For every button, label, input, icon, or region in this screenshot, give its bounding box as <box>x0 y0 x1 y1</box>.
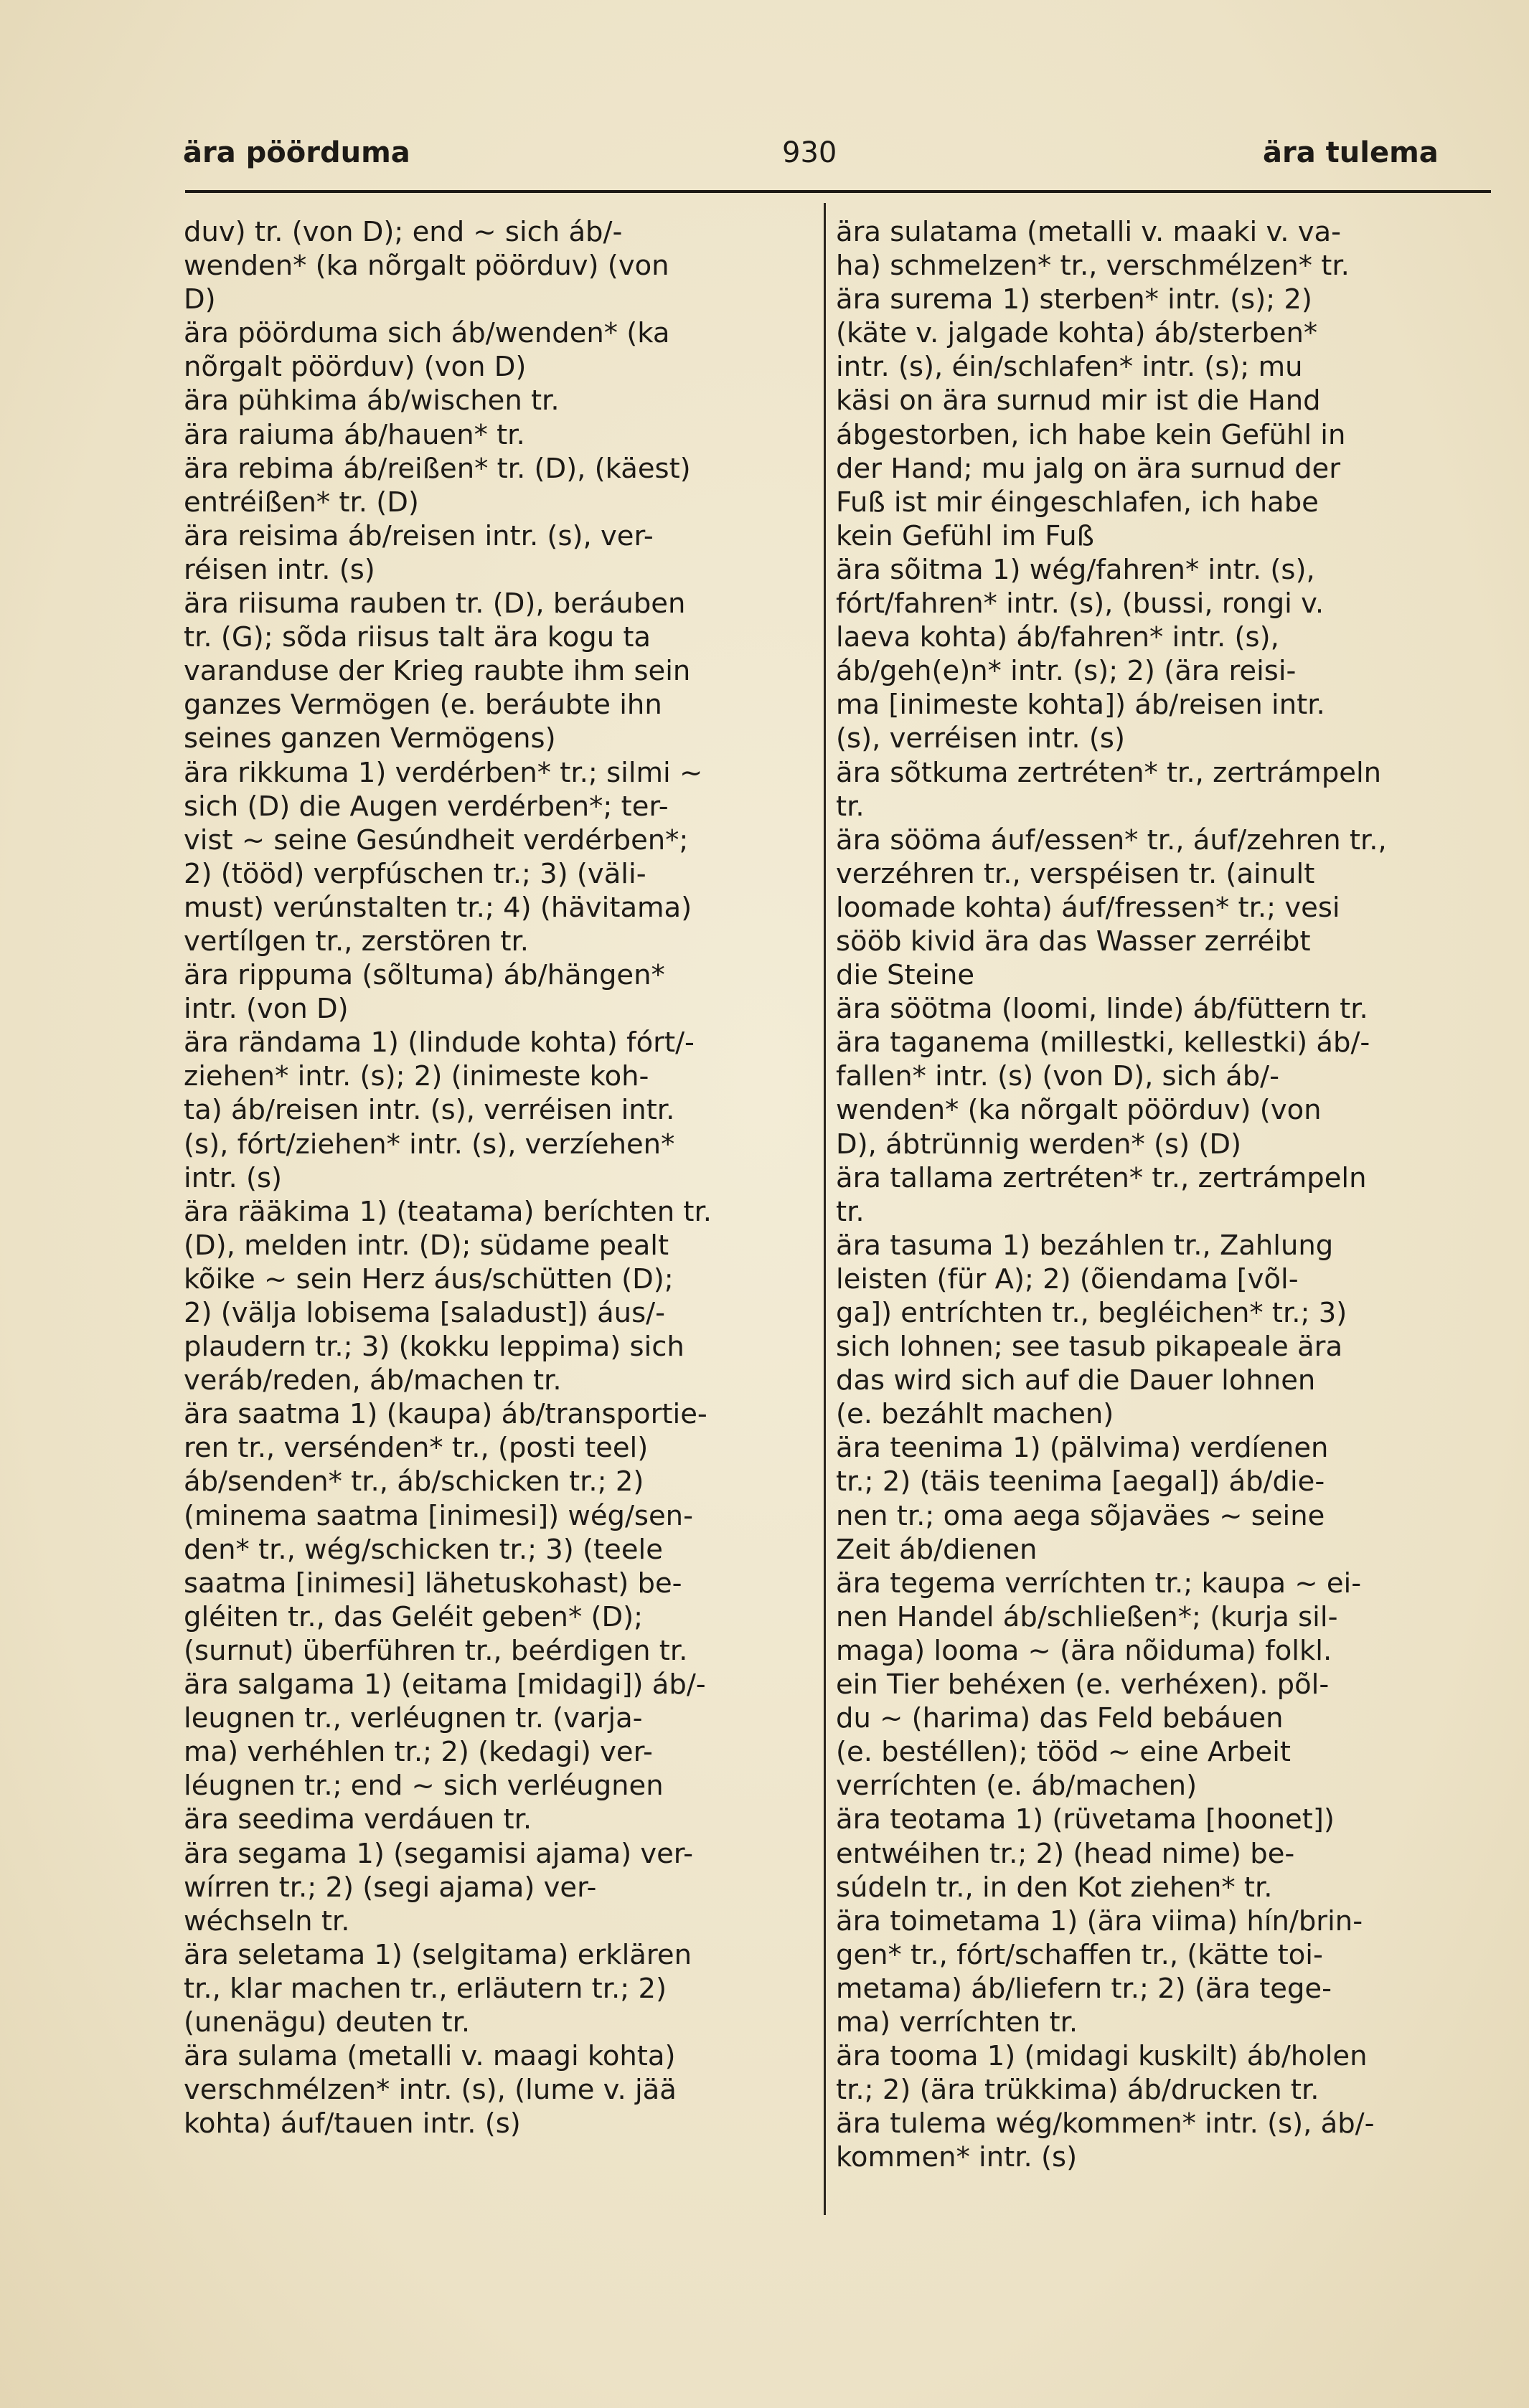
dictionary-line: ära surema 1) sterben* intr. (s); 2) <box>836 283 1312 316</box>
dictionary-line: súdeln tr., in den Kot ziehen* tr. <box>836 1871 1273 1904</box>
dictionary-line: ära pühkima áb/wischen tr. <box>184 384 560 417</box>
dictionary-line: ära taganema (millestki, kellestki) áb/- <box>836 1026 1370 1059</box>
dictionary-line: gen* tr., fórt/schaffen tr., (kätte toi- <box>836 1938 1323 1971</box>
dictionary-line: kohta) áuf/tauen intr. (s) <box>184 2107 521 2140</box>
dictionary-line: ganzes Vermögen (e. beráubte ihn <box>184 689 662 722</box>
dictionary-line: (s), fórt/ziehen* intr. (s), verzíehen* <box>184 1128 675 1161</box>
dictionary-line: kommen* intr. (s) <box>836 2141 1078 2174</box>
dictionary-line: veráb/reden, áb/machen tr. <box>184 1364 562 1397</box>
dictionary-line: réisen intr. (s) <box>184 553 375 586</box>
dictionary-line: seines ganzen Vermögens) <box>184 722 556 755</box>
dictionary-line: verzéhren tr., verspéisen tr. (ainult <box>836 857 1315 890</box>
dictionary-line: wéchseln tr. <box>184 1904 350 1937</box>
dictionary-line: tr. <box>836 1195 865 1228</box>
dictionary-line: D) <box>184 283 216 316</box>
dictionary-line: (unenägu) deuten tr. <box>184 2006 471 2039</box>
dictionary-line: vertílgen tr., zerstören tr. <box>184 925 530 958</box>
dictionary-line: die Steine <box>836 959 975 992</box>
dictionary-line: ära toimetama 1) (ära viima) hín/brin- <box>836 1904 1363 1937</box>
dictionary-line: ma) verhéhlen tr.; 2) (kedagi) ver- <box>184 1736 653 1769</box>
dictionary-line: plaudern tr.; 3) (kokku leppima) sich <box>184 1331 684 1364</box>
dictionary-line: leugnen tr., verléugnen tr. (varja- <box>184 1702 643 1735</box>
dictionary-line: ära sõtkuma zertréten* tr., zertrámpeln <box>836 756 1382 789</box>
dictionary-line: ära sõitma 1) wég/fahren* intr. (s), <box>836 553 1315 586</box>
dictionary-line: den* tr., wég/schicken tr.; 3) (teele <box>184 1533 663 1566</box>
dictionary-line: ära sööma áuf/essen* tr., áuf/zehren tr., <box>836 823 1387 856</box>
dictionary-line: áb/geh(e)n* intr. (s); 2) (ära reisi- <box>836 655 1297 688</box>
dictionary-line: ha) schmelzen* tr., verschmélzen* tr. <box>836 250 1350 283</box>
header-rule <box>185 190 1491 193</box>
dictionary-line: ära rääkima 1) (teatama) beríchten tr. <box>184 1195 712 1228</box>
dictionary-line: käsi on ära surnud mir ist die Hand <box>836 384 1321 417</box>
left-column <box>184 215 801 2140</box>
dictionary-line: áb/senden* tr., áb/schicken tr.; 2) <box>184 1465 644 1498</box>
dictionary-line: ren tr., versénden* tr., (posti teel) <box>184 1432 649 1465</box>
guide-word-left: ära pöörduma <box>183 136 410 169</box>
column-divider <box>824 203 826 2215</box>
dictionary-line: Fuß ist mir éingeschlafen, ich habe <box>836 486 1319 519</box>
dictionary-line: ein Tier behéxen (e. verhéxen). põl- <box>836 1668 1330 1701</box>
dictionary-line: wírren tr.; 2) (segi ajama) ver- <box>184 1871 597 1904</box>
dictionary-line: ära sulatama (metalli v. maaki v. va- <box>836 216 1341 248</box>
dictionary-line: entréißen* tr. (D) <box>184 486 419 519</box>
dictionary-line: ära raiuma áb/hauen* tr. <box>184 418 525 451</box>
dictionary-line: kein Gefühl im Fuß <box>836 519 1094 552</box>
dictionary-line: ära tooma 1) (midagi kuskilt) áb/holen <box>836 2040 1368 2073</box>
dictionary-line: nen tr.; oma aega sõjaväes ~ seine <box>836 1499 1325 1532</box>
dictionary-line: vist ~ seine Gesúndheit verdérben*; <box>184 823 689 856</box>
dictionary-line: (käte v. jalgade kohta) áb/sterben* <box>836 317 1318 350</box>
dictionary-line: ära rebima áb/reißen* tr. (D), (käest) <box>184 452 691 485</box>
dictionary-line: sich lohnen; see tasub pikapeale ära <box>836 1331 1343 1364</box>
dictionary-line: ära tasuma 1) bezáhlen tr., Zahlung <box>836 1229 1334 1262</box>
dictionary-line: ära rippuma (sõltuma) áb/hängen* <box>184 959 665 992</box>
dictionary-line: tr., klar machen tr., erläutern tr.; 2) <box>184 1972 667 2005</box>
dictionary-line: ta) áb/reisen intr. (s), verréisen intr. <box>184 1094 675 1127</box>
dictionary-line: ära rikkuma 1) verdérben* tr.; silmi ~ <box>184 756 703 789</box>
dictionary-line: ära tallama zertréten* tr., zertrámpeln <box>836 1161 1367 1194</box>
dictionary-line: 2) (tööd) verpfúschen tr.; 3) (väli- <box>184 857 646 890</box>
dictionary-line: ga]) entríchten tr., begléichen* tr.; 3) <box>836 1297 1347 1329</box>
dictionary-line: intr. (s), éin/schlafen* intr. (s); mu <box>836 351 1303 384</box>
dictionary-line: (s), verréisen intr. (s) <box>836 722 1126 755</box>
dictionary-line: metama) áb/liefern tr.; 2) (ära tege- <box>836 1972 1332 2005</box>
dictionary-line: intr. (von D) <box>184 993 349 1026</box>
dictionary-line: duv) tr. (von D); end ~ sich áb/- <box>184 216 623 248</box>
dictionary-line: ära pöörduma sich áb/wenden* (ka <box>184 317 670 350</box>
dictionary-line: sich (D) die Augen verdérben*; ter- <box>184 790 669 823</box>
dictionary-line: tr.; 2) (täis teenima [aegal]) áb/die- <box>836 1465 1325 1498</box>
dictionary-line: tr.; 2) (ära trükkima) áb/drucken tr. <box>836 2074 1319 2107</box>
dictionary-line: ära seletama 1) (selgitama) erklären <box>184 1938 692 1971</box>
dictionary-line: ma [inimeste kohta]) áb/reisen intr. <box>836 689 1325 722</box>
dictionary-line: maga) looma ~ (ära nõiduma) folkl. <box>836 1634 1332 1667</box>
dictionary-line: varanduse der Krieg raubte ihm sein <box>184 655 691 688</box>
dictionary-line: nen Handel áb/schließen*; (kurja sil- <box>836 1600 1338 1633</box>
right-column <box>836 215 1489 2174</box>
dictionary-line: fallen* intr. (s) (von D), sich áb/- <box>836 1060 1280 1093</box>
dictionary-line: 2) (välja lobisema [saladust]) áus/- <box>184 1297 665 1329</box>
dictionary-line: (D), melden intr. (D); südame pealt <box>184 1229 669 1262</box>
dictionary-line: laeva kohta) áb/fahren* intr. (s), <box>836 621 1279 654</box>
dictionary-line: du ~ (harima) das Feld bebáuen <box>836 1702 1284 1735</box>
dictionary-line: der Hand; mu jalg on ära surnud der <box>836 452 1341 485</box>
dictionary-line: ziehen* intr. (s); 2) (inimeste koh- <box>184 1060 649 1093</box>
dictionary-line: ära reisima áb/reisen intr. (s), ver- <box>184 519 654 552</box>
dictionary-line: ära riisuma rauben tr. (D), beráuben <box>184 587 686 620</box>
dictionary-line: léugnen tr.; end ~ sich verléugnen <box>184 1770 664 1803</box>
dictionary-line: saatma [inimesi] lähetuskohast) be- <box>184 1567 682 1600</box>
dictionary-line: verríchten (e. áb/machen) <box>836 1770 1198 1803</box>
dictionary-line: tr. (G); sõda riisus talt ära kogu ta <box>184 621 651 654</box>
dictionary-line: tr. <box>836 790 865 823</box>
dictionary-line: ma) verríchten tr. <box>836 2006 1078 2039</box>
dictionary-line: ära rändama 1) (lindude kohta) fórt/- <box>184 1026 695 1059</box>
dictionary-line: ära tegema verríchten tr.; kaupa ~ ei- <box>836 1567 1362 1600</box>
dictionary-line: ära seedima verdáuen tr. <box>184 1803 532 1836</box>
dictionary-line: must) verúnstalten tr.; 4) (hävitama) <box>184 891 692 924</box>
dictionary-line: sööb kivid ära das Wasser zerréibt <box>836 925 1311 958</box>
dictionary-line: ära tulema wég/kommen* intr. (s), áb/- <box>836 2107 1375 2140</box>
dictionary-line: ära segama 1) (segamisi ajama) ver- <box>184 1837 694 1870</box>
dictionary-line: ära söötma (loomi, linde) áb/füttern tr. <box>836 993 1368 1026</box>
dictionary-line: ära teotama 1) (rüvetama [hoonet]) <box>836 1803 1335 1836</box>
dictionary-line: fórt/fahren* intr. (s), (bussi, rongi v. <box>836 587 1325 620</box>
dictionary-line: leisten (für A); 2) (õiendama [võl- <box>836 1262 1299 1295</box>
dictionary-line: D), ábtrünnig werden* (s) (D) <box>836 1128 1242 1161</box>
dictionary-line: ära teenima 1) (pälvima) verdíenen <box>836 1432 1329 1465</box>
dictionary-line: ära sulama (metalli v. maagi kohta) <box>184 2040 676 2073</box>
dictionary-line: kõike ~ sein Herz áus/schütten (D); <box>184 1262 674 1295</box>
dictionary-line: gléiten tr., das Geléit geben* (D); <box>184 1600 644 1633</box>
dictionary-line: (surnut) überführen tr., beérdigen tr. <box>184 1634 688 1667</box>
dictionary-line: entwéihen tr.; 2) (head nime) be- <box>836 1837 1295 1870</box>
dictionary-line: (e. bezáhlt machen) <box>836 1398 1114 1431</box>
dictionary-line: nõrgalt pöörduv) (von D) <box>184 351 527 384</box>
page-number: 930 <box>782 136 837 169</box>
dictionary-line: verschmélzen* intr. (s), (lume v. jää <box>184 2074 677 2107</box>
dictionary-line: Zeit áb/dienen <box>836 1533 1038 1566</box>
dictionary-line: ära saatma 1) (kaupa) áb/transportie- <box>184 1398 707 1431</box>
dictionary-line: wenden* (ka nõrgalt pöörduv) (von <box>836 1094 1322 1127</box>
dictionary-line: ära salgama 1) (eitama [midagi]) áb/- <box>184 1668 706 1701</box>
guide-word-right: ära tulema <box>1263 136 1439 169</box>
dictionary-line: das wird sich auf die Dauer lohnen <box>836 1364 1316 1397</box>
dictionary-line: (minema saatma [inimesi]) wég/sen- <box>184 1499 693 1532</box>
dictionary-line: wenden* (ka nõrgalt pöörduv) (von <box>184 250 669 283</box>
dictionary-line: ábgestorben, ich habe kein Gefühl in <box>836 418 1346 451</box>
dictionary-line: (e. bestéllen); tööd ~ eine Arbeit <box>836 1736 1292 1769</box>
running-header <box>183 136 1529 179</box>
dictionary-line: loomade kohta) áuf/fressen* tr.; vesi <box>836 891 1340 924</box>
dictionary-line: intr. (s) <box>184 1161 283 1194</box>
